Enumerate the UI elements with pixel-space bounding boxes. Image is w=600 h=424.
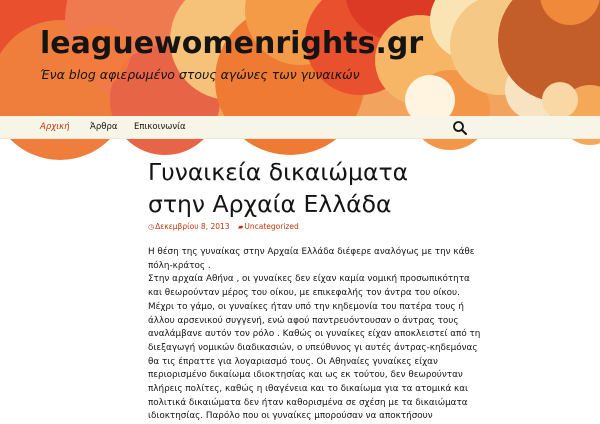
content-line: Μέχρι το γάμο, οι γυναίκες ήταν υπό την κηδεμονία του πατέρα τους ή — [148, 301, 464, 312]
site-title[interactable]: leaguewomenrights.gr — [40, 26, 424, 61]
post-title[interactable] — [148, 156, 448, 220]
search-icon[interactable] — [452, 120, 468, 136]
post-category-link[interactable] — [238, 222, 299, 231]
content-line: πόλη-κράτος . — [148, 260, 211, 271]
content-line: θα τις έπραττε για λογαριασμό τους. Οι Αθηναίες γυναίκες είχαν — [148, 356, 438, 367]
post-date-link[interactable] — [148, 222, 230, 231]
content-line: αναλάμβανε αυτόν τον ρόλο . Καθώς οι γυναίκες είχαν αποκλειστεί από τη — [148, 329, 481, 340]
post-date: Δεκεμβρίου 8, 2013 — [155, 222, 230, 231]
nav-item-articles[interactable]: Άρθρα — [90, 122, 118, 132]
site-description: Ένα blog αφιερωμένο στους αγώνες των γυναικών — [40, 67, 360, 82]
content-line: πολιτικά δικαιώματα δεν ήταν καθορισμένα σε σχέση με τα δικαιώματα — [148, 397, 468, 408]
content-line: Η θέση της γυναίκας στην Αρχαία Ελλάδα διέφερε αναλόγως με την κάθε — [148, 247, 475, 257]
nav-item-contact[interactable]: Επικοινωνία — [134, 122, 186, 132]
post-meta — [148, 222, 299, 231]
clock-icon: ◷ — [148, 223, 155, 231]
content-line: πλήρεις πολίτες, καθώς η ιθαγένεια και το δικαίωμα για τα ατομικά και — [148, 384, 469, 395]
content-line: περιορισμένο δικαίωμα ιδιοκτησίας και ως εκ τούτου, δεν θεωρούνταν — [148, 370, 463, 381]
site-header — [0, 0, 600, 116]
folder-icon: ▰ — [237, 223, 244, 231]
content-line: και θεωρούνταν μέρος του οίκου, με επικεφαλής τον άντρα του οίκου. — [148, 288, 460, 299]
nav-item-home[interactable]: Αρχική — [40, 122, 70, 132]
post-title-line-2: στην Αρχαία Ελλάδα — [148, 190, 392, 218]
post-title-line-1: Γυναικεία δικαιώματα — [148, 158, 409, 186]
content-line: Στην αρχαία Αθήνα , οι γυναίκες δεν είχαν καμία νομική προσωπικότητα — [148, 274, 470, 285]
content-line: άλλου αρσενικού συγγενή, ενώ αφού παντρευόντουσαν ο άντρας τους — [148, 315, 459, 326]
post-category: Uncategorized — [244, 222, 299, 231]
post-content — [148, 246, 481, 424]
content-line: ιδιοκτησίας. Παρόλο που οι γυναίκες μπορούσαν να αποκτήσουν — [148, 411, 433, 422]
main-navigation — [0, 116, 600, 139]
content-line: διεξαγωγή νομικών διαδικασιών, ο υπεύθυνος γι αυτές άντρας-κηδεμόνας — [148, 342, 478, 353]
